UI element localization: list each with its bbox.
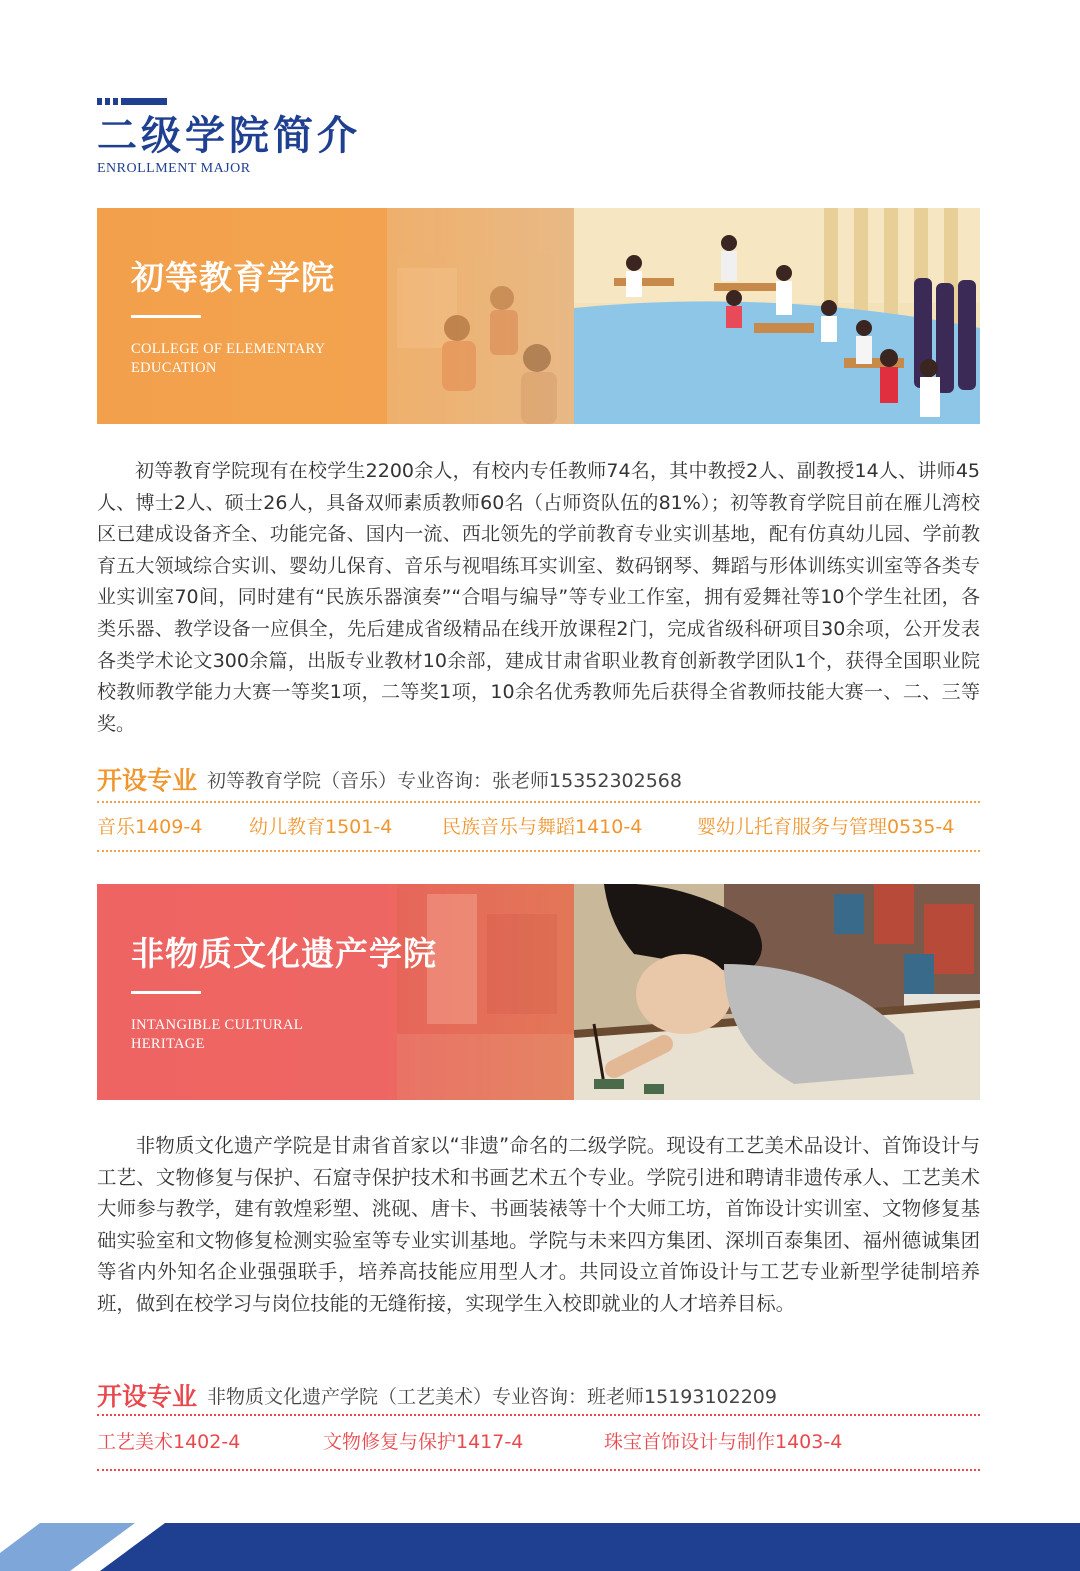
elementary-college-banner [97,208,980,424]
heritage-majors-contact: 非物质文化遗产学院（工艺美术）专业咨询：班老师15193102209 [207,1385,777,1408]
heritage-majors-bottom-divider [97,1469,980,1471]
heritage-college-description: 非物质文化遗产学院是甘肃省首家以“非遗”命名的二级学院。现设有工艺美术品设计、首饰设计与工艺、文物修复与保护、石窟寺保护技术和书画艺术五个专业。学院引进和聘请非遗传承人、工艺美术大师参与教学，建有敦煌彩塑、洮砚、唐卡、书画装裱等十个大师工坊，首饰设计实训室、文物修复基础实验室和文物修复检测实验室等专业实训基地。学院与未来四方集团、深圳百泰集团、福州德诚集团等省内外知名企业强强联手，培养高技能应用型人才。共同设立首饰设计与工艺专业新型学徒制培养班，做到在校学习与岗位技能的无缝衔接，实现学生入校即就业的人才培养目标。 [97,1134,980,1315]
elementary-college-description: 初等教育学院现有在校学生2200余人，有校内专任教师74名，其中教授2人、副教授14人、讲师45人、博士2人、硕士26人，具备双师素质教师60名（占师资队伍的81%）；初等教育学院目前在雁儿湾校区已建成设备齐全、功能完备、国内一流、西北领先的学前教育专业实训基地，配有仿真幼儿园、学前教育五大领域综合实训、婴幼儿保育、音乐与视唱练耳实训室、数码钢琴、舞蹈与形体训练实训室等各类专业实训室70间，同时建有“民族乐器演奏”“合唱与编导”等专业工作室，拥有爱舞社等10个学生社团，各类乐器、教学设备一应俱全，先后建成省级精品在线开放课程2门，完成省级科研项目30余项，公开发表各类学术论文300余篇，出版专业教材10余部，建成甘肃省职业教育创新教学团队1个，获得全国职业院校教师教学能力大赛一等奖1项，二等奖1项，10余名优秀教师先后获得全省教师技能大赛一、二、三等奖。 [97,460,980,735]
footer-decoration-band [0,1523,1080,1571]
major-item: 民族音乐与舞蹈1410-4 [442,816,643,838]
heritage-majors-header [97,1377,777,1413]
major-item: 珠宝首饰设计与制作1403-4 [604,1431,843,1453]
elementary-college-english: COLLEGE OF ELEMENTARY EDUCATION [131,341,325,376]
heritage-painting-student-photo [574,884,980,1100]
heritage-college-title: 非物质文化遗产学院 [131,934,437,973]
heritage-college-banner [97,884,980,1100]
elementary-majors-label: 开设专业 [97,766,198,795]
elementary-majors-bottom-divider [97,850,980,852]
header-decoration-bars [97,98,167,105]
elementary-majors-header [97,761,682,797]
elementary-title-rule [131,315,201,318]
elementary-majors-list [97,813,980,841]
major-item: 音乐1409-4 [97,816,203,838]
heritage-college-english: INTANGIBLE CULTURAL HERITAGE [131,1017,303,1052]
heritage-majors-list [97,1428,980,1456]
page-subtitle: ENROLLMENT MAJOR [97,161,251,176]
elementary-music-class-photo [574,208,980,424]
major-item: 幼儿教育1501-4 [249,816,393,838]
heritage-banner-color-panel [97,884,574,1100]
major-item: 婴幼儿托育服务与管理0535-4 [697,816,955,838]
major-item: 工艺美术1402-4 [97,1431,241,1453]
major-item: 文物修复与保护1417-4 [323,1431,524,1453]
elementary-majors-top-divider [97,801,980,803]
heritage-majors-top-divider [97,1414,980,1416]
elementary-college-title: 初等教育学院 [131,258,335,297]
elementary-banner-color-panel [97,208,574,424]
page-title: 二级学院简介 [97,112,361,159]
heritage-title-rule [131,991,201,994]
elementary-majors-contact: 初等教育学院（音乐）专业咨询：张老师15352302568 [207,769,682,792]
heritage-majors-label: 开设专业 [97,1382,198,1411]
